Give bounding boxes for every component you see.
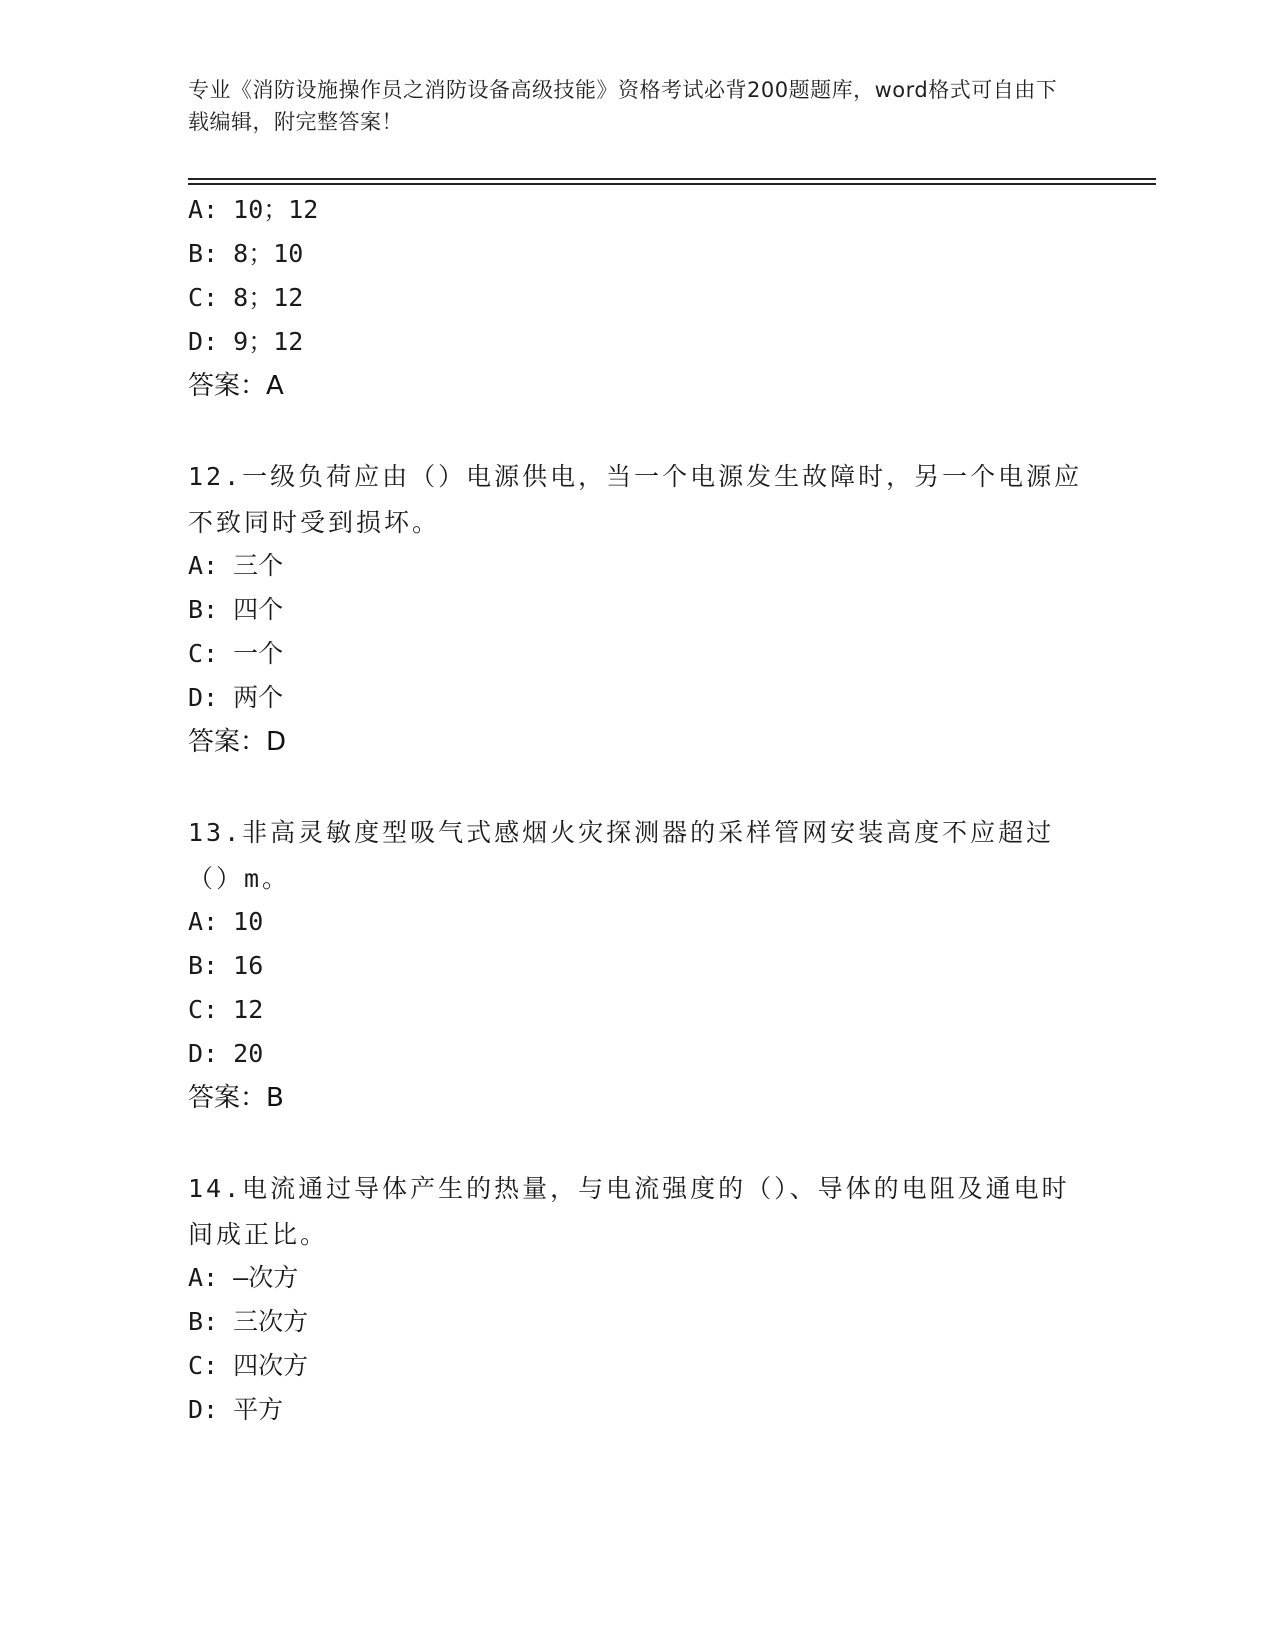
answer-label: 答案：B xyxy=(188,1083,284,1113)
option-d: D: 9；12 xyxy=(188,327,304,356)
option-c: C: 四次方 xyxy=(188,1351,309,1380)
answer-label: 答案：D xyxy=(188,727,287,757)
option-d: D: 20 xyxy=(188,1039,264,1068)
question-13-text: 13.非高灵敏度型吸气式感烟火灾探测器的采样管网安装高度不应超过（）m。 xyxy=(188,818,1055,893)
option-d: D: 两个 xyxy=(188,683,284,712)
option-a: A: 三个 xyxy=(188,551,284,580)
answer-label: 答案：A xyxy=(188,371,284,401)
option-a: A: —次方 xyxy=(188,1263,299,1292)
header-divider-top xyxy=(188,178,1156,180)
option-a: A: 10 xyxy=(188,907,264,936)
question-12-text: 12.一级负荷应由（）电源供电，当一个电源发生故障时，另一个电源应不致同时受到损坏。 xyxy=(188,462,1083,537)
option-c: C: 8；12 xyxy=(188,283,304,312)
option-b: B: 16 xyxy=(188,951,264,980)
document-header: 专业《消防设施操作员之消防设备高级技能》资格考试必背200题题库，word格式可自由下载编辑，附完整答案！ xyxy=(188,78,1058,134)
option-d: D: 平方 xyxy=(188,1395,284,1424)
header-divider-bottom xyxy=(188,183,1156,185)
option-c: C: 12 xyxy=(188,995,264,1024)
option-b: B: 三次方 xyxy=(188,1307,309,1336)
option-c: C: 一个 xyxy=(188,639,284,668)
option-b: B: 四个 xyxy=(188,595,284,624)
option-b: B: 8；10 xyxy=(188,239,304,268)
option-a: A: 10；12 xyxy=(188,195,319,224)
question-14-text: 14.电流通过导体产生的热量，与电流强度的（）、导体的电阻及通电时间成正比。 xyxy=(188,1174,1070,1249)
